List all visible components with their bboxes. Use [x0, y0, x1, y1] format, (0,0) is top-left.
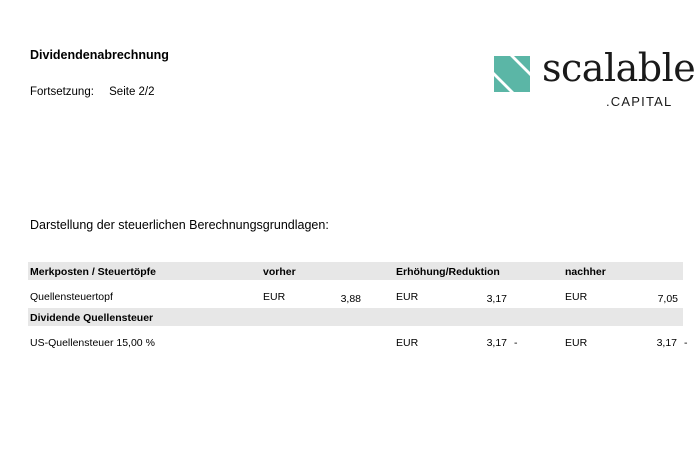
row2-after-value: 3,17 [656, 337, 677, 349]
row1-before-currency: EUR [263, 291, 286, 303]
continuation-line [30, 86, 155, 98]
row1-change-currency: EUR [396, 291, 419, 303]
row2-change-sign: - [514, 337, 518, 349]
row1-after-currency: EUR [565, 291, 588, 303]
section-heading: Darstellung der steuerlichen Berechnungsgrundlagen: [30, 218, 329, 232]
logo-subtext: .CAPITAL [606, 94, 673, 109]
row1-after-value: 7,05 [657, 293, 678, 305]
row-label-us-quellensteuer: US-Quellensteuer 15,00 % [30, 337, 155, 349]
continuation-page: Seite 2/2 [109, 86, 155, 98]
row2-change-currency: EUR [396, 337, 419, 349]
document-title: Dividendenabrechnung [30, 48, 169, 62]
row2-after-currency: EUR [565, 337, 588, 349]
continuation-label: Fortsetzung: [30, 86, 94, 98]
row-label-quellensteuertopf: Quellensteuertopf [30, 291, 113, 303]
group-heading-dividende-quellensteuer: Dividende Quellensteuer [30, 312, 154, 324]
header-nachher: nachher [565, 266, 606, 278]
row2-change-value: 3,17 [486, 337, 507, 349]
scalable-logo-mark-icon [494, 56, 530, 92]
header-vorher: vorher [263, 266, 296, 278]
header-erhoehung: Erhöhung/Reduktion [396, 266, 500, 278]
header-merkposten: Merkposten / Steuertöpfe [30, 266, 157, 278]
row2-after-sign: - [684, 337, 688, 349]
row1-before-value: 3,88 [340, 293, 361, 305]
row1-change-value: 3,17 [486, 293, 507, 305]
logo-wordmark: scalable [542, 46, 695, 90]
